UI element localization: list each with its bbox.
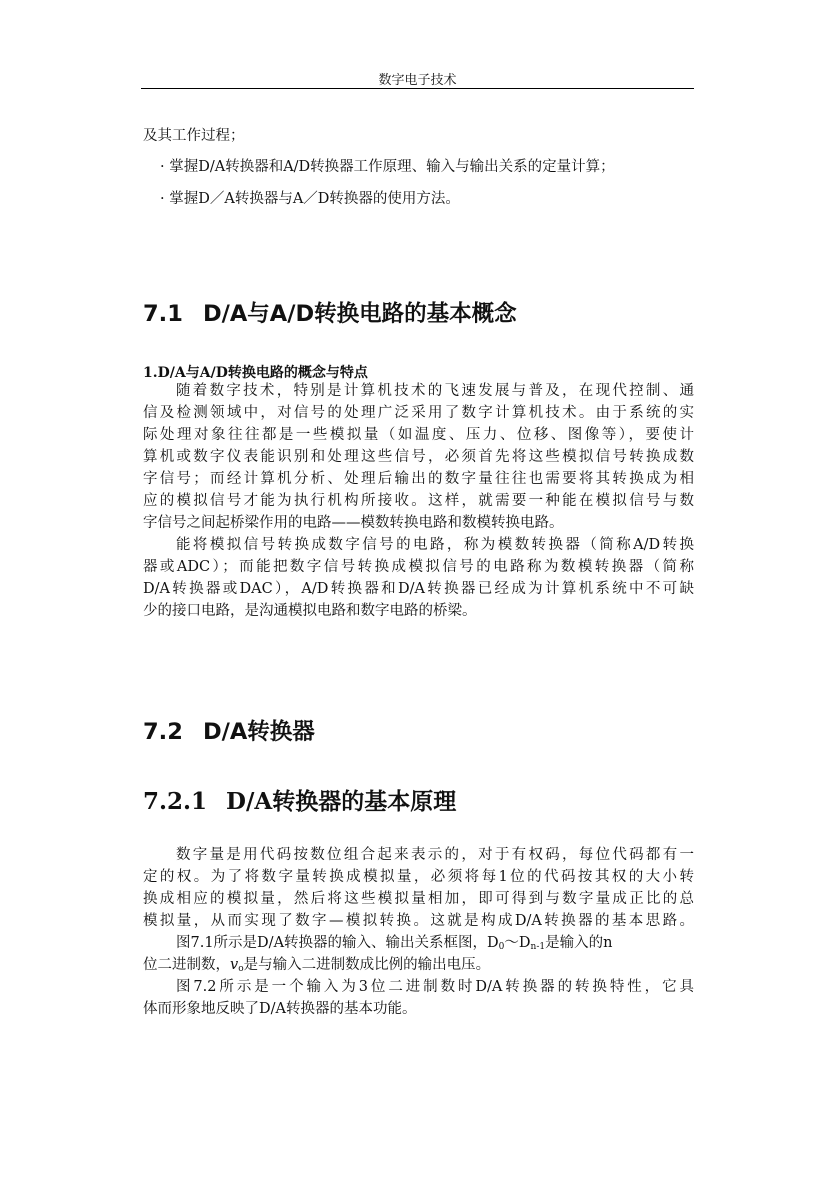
paragraph-line: D/A转换器或DAC），A/D转换器和D/A转换器已经成为计算机系统中不可缺	[143, 581, 694, 597]
bullet-marker: ·	[160, 191, 165, 207]
subscript: 0	[498, 942, 505, 952]
text-run: 是输入的n	[545, 935, 613, 951]
paragraph-line: 应的模拟信号才能为执行机构所接收。这样，就需要一种能在模拟信号与数	[143, 493, 694, 509]
section-number: 7.2	[143, 719, 183, 745]
paragraph-line: 字信号之间起桥梁作用的电路——模数转换电路和数模转换电路。	[143, 515, 564, 531]
paragraph-line: 图7.2所示是一个输入为3位二进制数时D/A转换器的转换特性，它具	[176, 979, 694, 995]
paragraph-line: 换成相应的模拟量，然后将这些模拟量相加，即可得到与数字量成正比的总	[143, 891, 694, 907]
subscript: o	[238, 964, 244, 974]
subsection-number: 7.2.1	[143, 788, 208, 815]
section-heading-7-1	[143, 296, 517, 328]
subsection-heading-7-2-1	[143, 783, 456, 816]
paragraph-line	[143, 954, 694, 976]
subheading: 1.D/A与A/D转换电路的概念与特点	[143, 365, 368, 381]
bullet-item	[160, 190, 460, 208]
intro-continued-line: 及其工作过程；	[143, 128, 245, 144]
paragraph-line: 器或ADC）；而能把数字信号转换成模拟信号的电路称为数模转换器（简称	[143, 559, 694, 575]
paragraph-line: 能将模拟信号转换成数字信号的电路，称为模数转换器（简称A/D转换	[176, 537, 694, 553]
paragraph-line: 随着数字技术，特别是计算机技术的飞速发展与普及，在现代控制、通	[176, 383, 694, 399]
text-run: 位二进制数，	[143, 957, 230, 973]
subsection-title: D/A转换器的基本原理	[226, 788, 457, 815]
text-run: 图7.1所示是D/A转换器的输入、输出关系框图，D	[176, 935, 499, 951]
paragraph-line: 字信号；而经计算机分析、处理后输出的数字量往往也需要将其转换成为相	[143, 471, 694, 487]
paragraph-line: 际处理对象往往都是一些模拟量（如温度、压力、位移、图像等），要使计	[143, 427, 694, 443]
section-title: D/A与A/D转换电路的基本概念	[203, 301, 517, 327]
bullet-text: 掌握D/A转换器和A/D转换器工作原理、输入与输出关系的定量计算；	[169, 159, 615, 175]
subscript: n-1	[530, 942, 546, 952]
section-number: 7.1	[143, 301, 183, 327]
header-rule	[141, 88, 694, 89]
bullet-text: 掌握D／A转换器与A／D转换器的使用方法。	[169, 191, 460, 207]
paragraph-line: 模拟量，从而实现了数字—模拟转换。这就是构成D/A转换器的基本思路。	[143, 913, 694, 929]
section-heading-7-2	[143, 714, 315, 746]
paragraph-line: 数字量是用代码按数位组合起来表示的，对于有权码，每位代码都有一	[176, 847, 694, 863]
paragraph-line: 定的权。为了将数字量转换成模拟量，必须将每1位的代码按其权的大小转	[143, 869, 694, 885]
bullet-item	[160, 158, 615, 176]
bullet-marker: ·	[160, 159, 165, 175]
variable: v	[230, 957, 239, 973]
section-title: D/A转换器	[203, 719, 315, 745]
paragraph-line: 少的接口电路，是沟通模拟电路和数字电路的桥梁。	[143, 603, 477, 619]
paragraph-line	[143, 932, 694, 954]
paragraph-line: 算机或数字仪表能识别和处理这些信号，必须首先将这些模拟信号转换成数	[143, 449, 694, 465]
paragraph	[143, 844, 694, 1020]
text-run: 是与输入二进制数成比例的输出电压。	[243, 957, 491, 973]
running-header: 数字电子技术	[378, 73, 457, 88]
paragraph-line: 信及检测领域中，对信号的处理广泛采用了数字计算机技术。由于系统的实	[143, 405, 694, 421]
paragraph-line: 体而形象地反映了D/A转换器的基本功能。	[143, 1001, 417, 1017]
text-run: ～D	[504, 935, 531, 951]
paragraph	[143, 380, 694, 622]
